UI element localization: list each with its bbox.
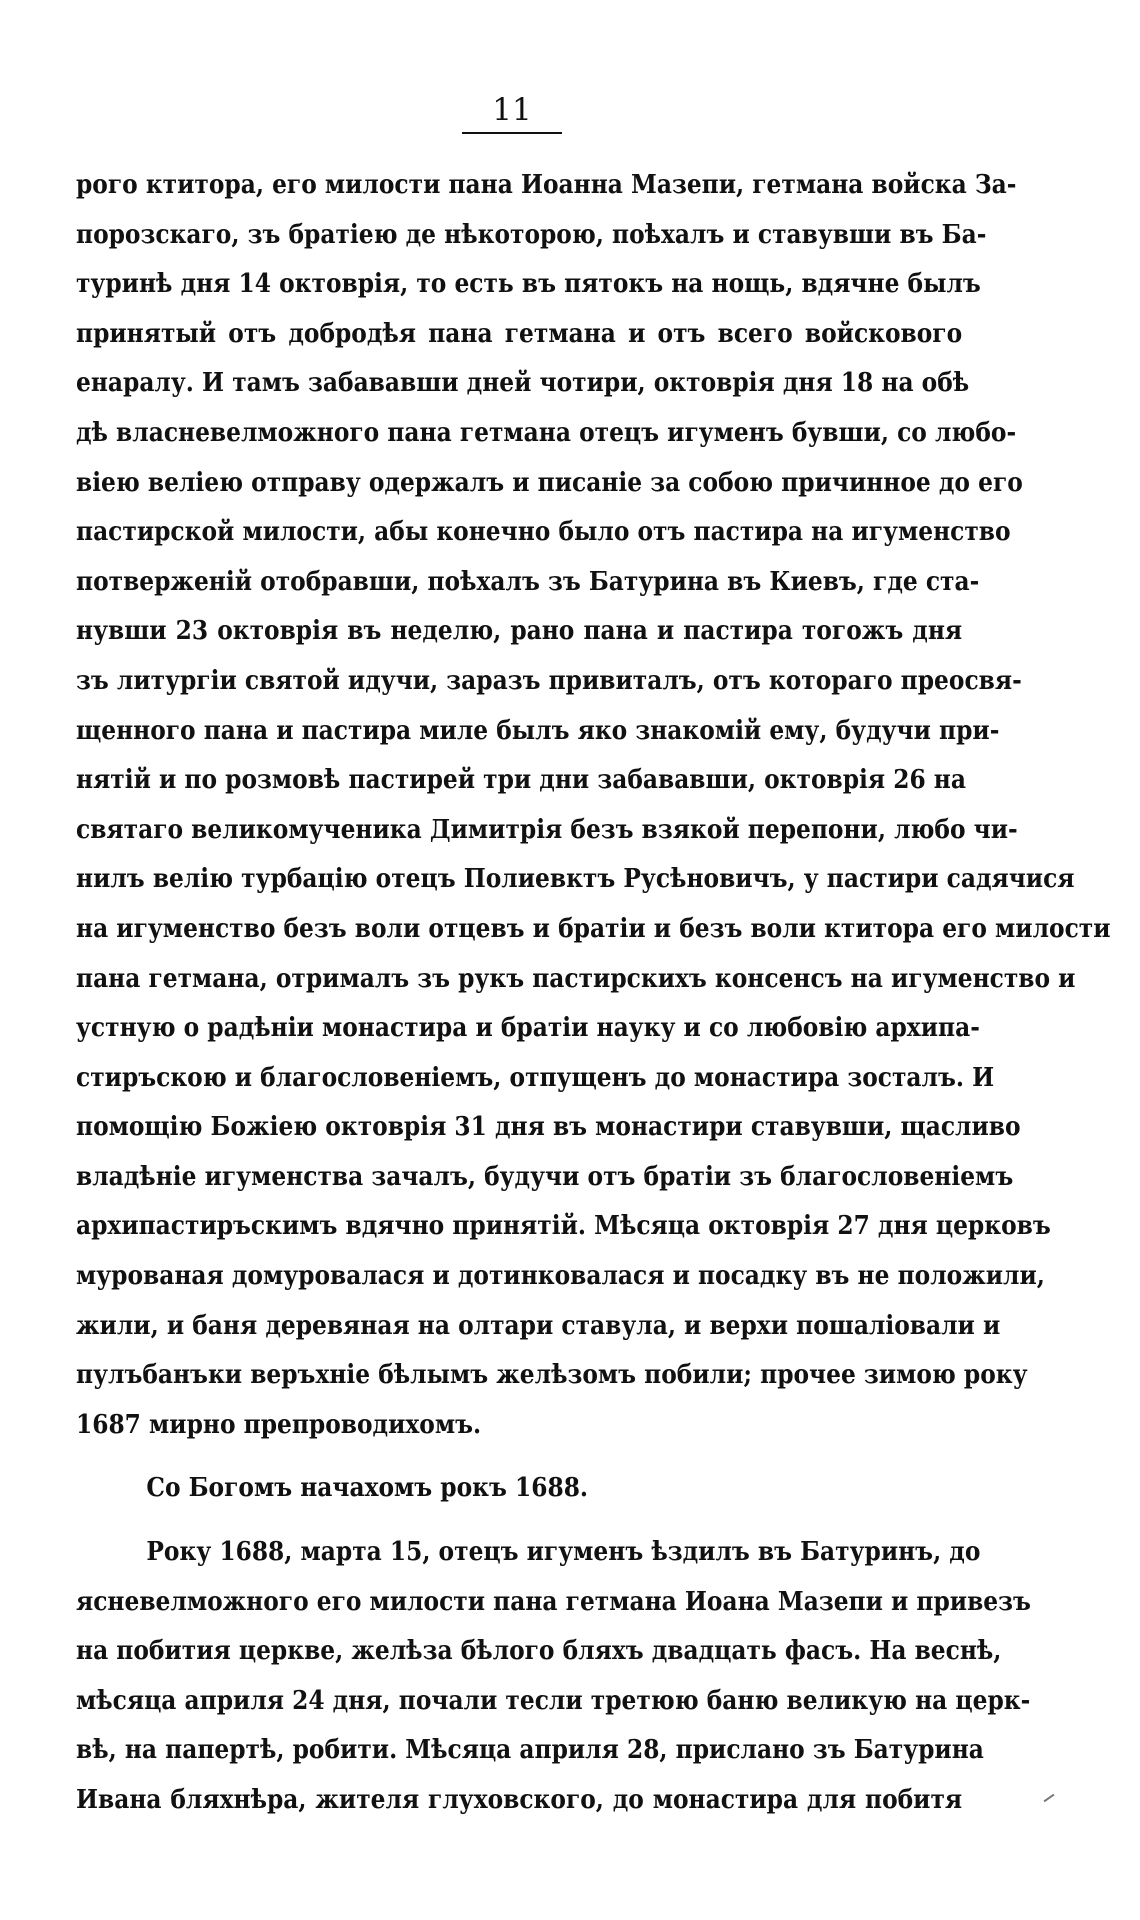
page-number-rule — [462, 132, 562, 134]
text-line: святаго великомученика Димитрiя безъ взякой перепони, любо чи- — [76, 813, 1018, 845]
text-line: на побития церкве, желѣза бѣлого бляхъ двадцать фасъ. На веснѣ, — [76, 1635, 1002, 1667]
text-line: жили, и баня деревяная на олтари ставула, и верхи пошалiовали и — [76, 1309, 1001, 1341]
section-heading: Со Богомъ начахомъ рокъ 1688. — [146, 1472, 589, 1504]
text-line: Року 1688, марта 15, отецъ игуменъ ѣздилъ въ Батуринъ, до — [146, 1536, 981, 1568]
text-line: 1687 мирно препроводихомъ. — [76, 1408, 482, 1440]
text-line: пана гетмана, отрималъ зъ рукъ пастирскихъ консенсъ на игуменство и — [76, 962, 1076, 994]
text-line: владѣнiе игуменства зачалъ, будучи отъ братiи зъ благословенiемъ — [76, 1160, 1014, 1192]
text-line: вiею велiею отправу одержалъ и писанiе за собою причинное до его — [76, 466, 1023, 498]
text-line: зъ литургiи святой идучи, заразъ привиталъ, отъ котораго преосвя- — [76, 664, 1022, 696]
text-line: мурованая домуровалася и дотинковалася и посадку въ не положили, — [76, 1260, 1045, 1292]
text-line: нувши 23 октоврiя въ неделю, рано пана и пастира тогожъ дня — [76, 615, 963, 647]
paragraph-gap — [76, 1449, 962, 1463]
scan-speck — [1044, 1794, 1055, 1803]
text-line: устную о радѣнiи монастира и братiи науку и со любовiю архипа- — [76, 1012, 980, 1044]
text-line: ясневелможного его милости пана гетмана Иоана Мазепи и привезъ — [76, 1585, 1031, 1617]
text-line: Ивана бляхнѣра, жителя глуховского, до монастира для побитя — [76, 1784, 963, 1815]
text-line: мѣсяца априля 24 дня, почали тесли третюю баню великую на церк- — [76, 1684, 1031, 1716]
text-line: щенного пана и пастира миле былъ яко знакомiй ему, будучи при- — [76, 714, 1000, 746]
text-line: архипастиръскимъ вдячно принятiй. Мѣсяца октоврiя 27 дня церковъ — [76, 1210, 1051, 1242]
paragraph-gap — [76, 1513, 962, 1527]
text-line: пастирской милости, абы конечно было отъ пастира на игуменство — [76, 516, 1011, 548]
text-line: дѣ власневелможного пана гетмана отецъ игуменъ бувши, со любо- — [76, 416, 1017, 448]
text-line: стиръскою и благословенiемъ, отпущенъ до монастира зосталъ. И — [76, 1061, 995, 1093]
text-line: помощiю Божiею октоврiя 31 дня въ монастири ставувши, щасливо — [76, 1111, 1021, 1143]
text-line: порозскаго, зъ братiею де нѣкоторою, поѣхалъ и ставувши въ Ба- — [76, 218, 987, 250]
text-line: нилъ велiю турбацiю отецъ Полиевктъ Русѣновичъ, у пастири садячися — [76, 863, 1075, 895]
text-line: туринѣ дня 14 октоврiя, то есть въ пятокъ на нощь, вдячне былъ — [76, 268, 981, 300]
text-line: принятый отъ добродѣя пана гетмана и отъ всего войскового — [76, 317, 963, 349]
text-line: нятiй и по розмовѣ пастирей три дни забававши, октоврiя 26 на — [76, 764, 966, 796]
paragraph-1 — [76, 160, 1111, 1449]
text-line: рого ктитора, его милости пана Иоанна Мазепи, гетмана войска За- — [76, 169, 1017, 200]
page-number: 11 — [492, 92, 532, 128]
text-line: потверженiй отобравши, поѣхалъ зъ Батурина въ Киевъ, где ста- — [76, 565, 980, 597]
text-line: вѣ, на папертѣ, робити. Мѣсяца априля 28, прислано зъ Батурина — [76, 1734, 984, 1766]
text-line: енаралу. И тамъ забававши дней чотири, октоврiя дня 18 на обѣ — [76, 367, 970, 399]
text-line: пулъбанъки веръхнiе бѣлымъ желѣзомъ побили; прочее зимою року — [76, 1359, 1028, 1391]
body-text — [76, 160, 1111, 1825]
paragraph-2 — [76, 1527, 1031, 1825]
text-line: на игуменство безъ воли отцевъ и братiи и безъ воли ктитора его милости — [76, 912, 1111, 944]
